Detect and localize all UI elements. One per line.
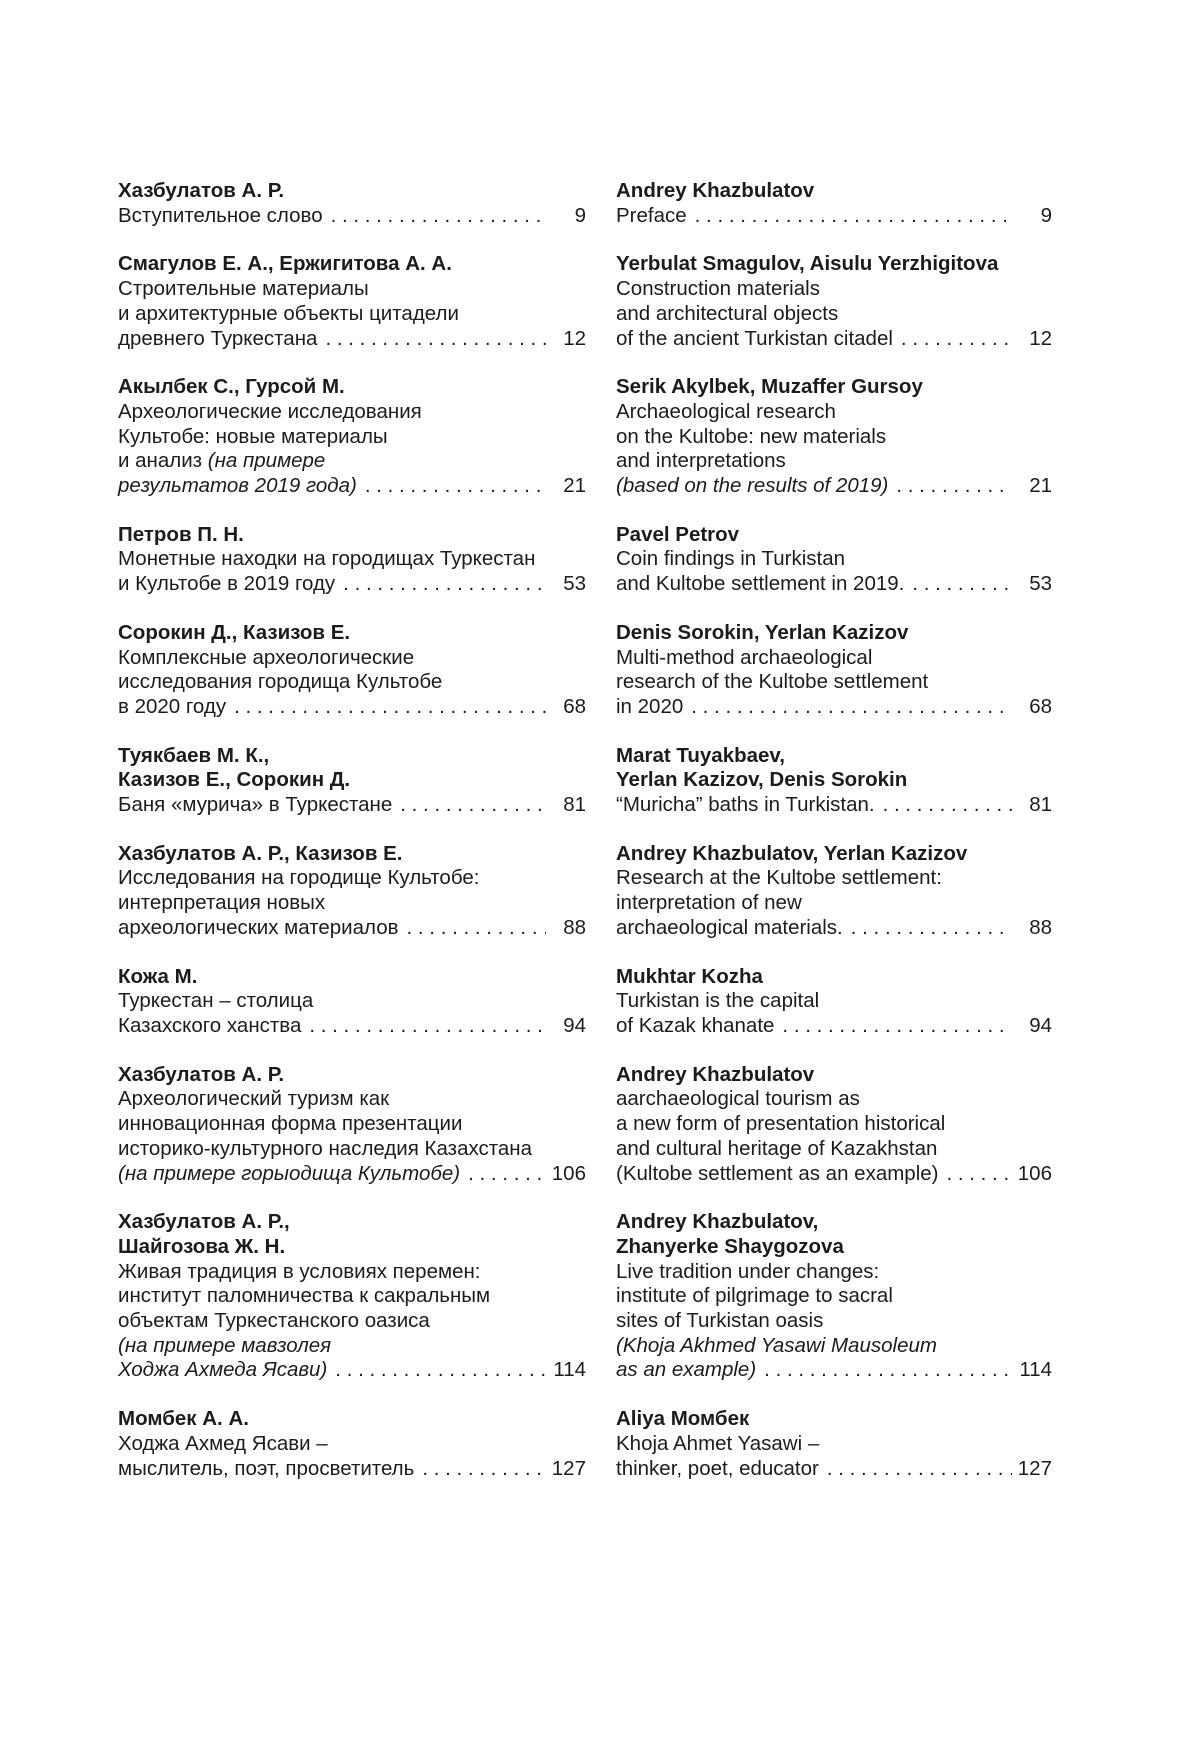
toc-entry-page-number: 12 (563, 326, 586, 350)
toc-entry-leader-line[interactable] (118, 572, 586, 597)
toc-entry-page-number: 81 (1029, 793, 1052, 817)
toc-entry-title-line: Turkistan is the capital (616, 989, 820, 1013)
toc-entry-title-last-line: of the ancient Turkistan citadel (616, 326, 893, 350)
toc-entry-title-italic-part: (на примере (202, 449, 326, 473)
toc-entry-title-line: and interpretations (616, 449, 786, 473)
toc-entry-author: Хазбулатов А. Р. (118, 179, 285, 202)
toc-entry (118, 1063, 586, 1187)
toc-entry-title-line: institute of pilgrimage to sacral (616, 1284, 893, 1308)
toc-entry-leader-line[interactable] (118, 1014, 586, 1039)
toc-entry (118, 375, 586, 499)
toc-entry-title-last-line: Вступительное слово (118, 203, 323, 227)
toc-entry-author: Andrey Khazbulatov, Yerlan Kazizov (616, 841, 968, 865)
dot-leader (335, 1358, 546, 1383)
toc-entry (118, 1407, 586, 1481)
toc-entry-title-last-line: Казахского ханства (118, 1013, 302, 1037)
toc-column-russian (118, 179, 586, 1505)
toc-entry-title-line: Монетные находки на городищах Туркестан (118, 547, 536, 571)
toc-entry-author: Denis Sorokin, Yerlan Kazizov (616, 620, 909, 644)
toc-entry-author: Акылбек С., Гурсой М. (118, 375, 345, 399)
toc-entry-leader-line[interactable] (118, 204, 586, 229)
toc-entry-title-line: Multi-method archaeological (616, 645, 873, 669)
toc-entry-title-line: институт паломничества к сакральным (118, 1284, 491, 1308)
toc-entry-page-number: 88 (1029, 915, 1052, 939)
toc-entry-title-line: aarchaeological tourism as (616, 1087, 860, 1111)
toc-entry-author: Mukhtar Kozha (616, 964, 763, 988)
dot-leader (896, 474, 1012, 499)
toc-entry (616, 1210, 1052, 1383)
dot-leader (946, 1162, 1011, 1187)
toc-entry-title-line: Archaeological research (616, 399, 836, 423)
toc-entry (616, 965, 1052, 1039)
toc-entry-title-last-line: мыслитель, поэт, просветитель (118, 1456, 415, 1480)
toc-entry-page-number: 21 (563, 474, 586, 498)
toc-entry-title-last-line: of Kazak khanate (616, 1013, 775, 1037)
toc-entry-title-last-line: древнего Туркестана (118, 326, 318, 350)
toc-entry-title-last-line: “Muricha” baths in Turkistan. (616, 793, 875, 817)
dot-leader (851, 916, 1012, 941)
toc-entry-title-line: Live tradition under changes: (616, 1259, 880, 1283)
toc-entry-leader-line[interactable] (616, 327, 1052, 352)
toc-entry (616, 744, 1052, 818)
toc-entry-leader-line[interactable] (616, 1162, 1052, 1187)
toc-column-english (616, 179, 1052, 1505)
toc-entry-title-last-line: Preface (616, 203, 687, 227)
dot-leader (764, 1358, 1012, 1383)
toc-entry (118, 523, 586, 597)
toc-entry-page-number: 114 (553, 1358, 586, 1382)
toc-entry (118, 744, 586, 818)
toc-entry-title-last-line: archaeological materials. (616, 915, 843, 939)
dot-leader (309, 1014, 546, 1039)
toc-entry (118, 252, 586, 351)
toc-entry-title-line: interpretation of new (616, 891, 802, 915)
toc-entry-title-line: (на примере мавзолея (118, 1333, 332, 1357)
toc-entry (118, 621, 586, 720)
toc-entry-author: Zhanyerke Shaygozova (616, 1234, 844, 1258)
toc-entry-author: Сорокин Д., Казизов Е. (118, 620, 351, 644)
toc-entry-title-last-line: Баня «мурича» в Туркестане (118, 793, 393, 817)
toc-entry-title-line: Археологические исследования (118, 399, 422, 423)
toc-entry-leader-line[interactable] (616, 474, 1052, 499)
toc-entry-title-line: Строительные материалы (118, 277, 369, 301)
toc-entry-page-number: 81 (563, 793, 586, 817)
toc-entry-author: Andrey Khazbulatov (616, 179, 815, 202)
dot-leader (782, 1014, 1012, 1039)
toc-entry-author: Момбек А. А. (118, 1407, 249, 1431)
toc-entry (118, 1210, 586, 1383)
toc-entry-author: Смагулов Е. А., Ержигитова А. А. (118, 252, 452, 276)
toc-entry-leader-line[interactable] (118, 695, 586, 720)
toc-entry-title-line: (Khoja Akhmed Yasawi Mausoleum (616, 1333, 937, 1357)
toc-entry (616, 179, 1052, 228)
dot-leader (901, 327, 1012, 352)
toc-entry-page-number: 53 (563, 572, 586, 596)
toc-entry (118, 179, 586, 228)
toc-entry-title-last-line: (Kultobe settlement as an example) (616, 1161, 939, 1185)
toc-entry-title-line: и анализ (на примере (118, 449, 326, 473)
dot-leader (468, 1162, 546, 1187)
toc-entry-title-line: интерпретация новых (118, 891, 326, 915)
toc-entry-title-line: Археологический туризм как (118, 1087, 390, 1111)
dot-leader (691, 695, 1012, 720)
dot-leader (912, 572, 1012, 597)
toc-entry-title-last-line: (based on the results of 2019) (616, 474, 889, 498)
toc-entry-author: Хазбулатов А. Р. (118, 1062, 285, 1086)
toc-entry-title-last-line: результатов 2019 года) (118, 474, 357, 498)
toc-entry-leader-line[interactable] (616, 695, 1052, 720)
toc-entry-leader-line[interactable] (616, 1014, 1052, 1039)
toc-entry-title-line: and architectural objects (616, 301, 839, 325)
dot-leader (695, 204, 1012, 229)
toc-entry-title-last-line: and Kultobe settlement in 2019. (616, 572, 905, 596)
toc-entry-author: Хазбулатов А. Р., (118, 1210, 290, 1234)
toc-entry-author: Туякбаев М. К., (118, 743, 270, 767)
toc-entry-author: Marat Tuyakbaev, (616, 743, 786, 767)
toc-entry-author: Хазбулатов А. Р., Казизов Е. (118, 841, 403, 865)
toc-entry (616, 375, 1052, 499)
toc-entry-title-line: исследования городища Культобе (118, 670, 443, 694)
toc-entry-leader-line[interactable] (118, 916, 586, 941)
toc-entry (616, 1063, 1052, 1187)
dot-leader (331, 204, 546, 229)
toc-entry (118, 842, 586, 941)
toc-entry-title-line: Research at the Kultobe settlement: (616, 866, 942, 890)
toc-entry-title-last-line: thinker, poet, educator (616, 1456, 819, 1480)
toc-entry-page-number: 53 (1029, 572, 1052, 596)
toc-entry-title-last-line: и Культобе в 2019 году (118, 572, 336, 596)
toc-entry-title-line: Khoja Ahmet Yasawi – (616, 1431, 820, 1455)
dot-leader (343, 572, 546, 597)
toc-entry-leader-line[interactable] (616, 572, 1052, 597)
toc-entry-leader-line[interactable] (118, 1457, 586, 1482)
toc-entry-author: Казизов Е., Сорокин Д. (118, 768, 351, 792)
toc-entry-title-line: on the Kultobe: new materials (616, 424, 887, 448)
toc-entry-leader-line[interactable] (616, 1457, 1052, 1482)
dot-leader (400, 793, 546, 818)
toc-entry-author: Шайгозова Ж. Н. (118, 1234, 286, 1258)
dot-leader (325, 327, 546, 352)
toc-entry-leader-line[interactable] (118, 474, 586, 499)
toc-entry-title-line: sites of Turkistan oasis (616, 1309, 824, 1333)
toc-entry-author: Кожа М. (118, 964, 198, 988)
toc-entry-title-line: Construction materials (616, 277, 820, 301)
toc-entry-page-number: 68 (563, 694, 586, 718)
toc-entry-title-last-line: (на примере горыодища Культобе) (118, 1161, 461, 1185)
toc-entry-author: Andrey Khazbulatov (616, 1062, 815, 1086)
toc-entry (616, 523, 1052, 597)
toc-entry (616, 842, 1052, 941)
toc-entry-leader-line[interactable] (616, 1358, 1052, 1383)
toc-entry-leader-line[interactable] (118, 1162, 586, 1187)
toc-entry-title-line: объектам Туркестанского оазиса (118, 1309, 430, 1333)
toc-entry (616, 252, 1052, 351)
toc-entry-page-number: 21 (1029, 474, 1052, 498)
toc-entry-leader-line[interactable] (616, 916, 1052, 941)
toc-entry-page-number: 127 (551, 1456, 586, 1480)
toc-entry-page-number: 94 (1029, 1013, 1052, 1037)
toc-entry-page-number: 12 (1029, 326, 1052, 350)
toc-entry-leader-line[interactable] (616, 793, 1052, 818)
toc-entry-page-number: 106 (1017, 1161, 1052, 1185)
toc-entry (616, 1407, 1052, 1481)
toc-entry-leader-line[interactable] (118, 793, 586, 818)
toc-entry-title-line: Ходжа Ахмед Ясави – (118, 1431, 328, 1455)
toc-entry-title-line: Живая традиция в условиях перемен: (118, 1259, 481, 1283)
dot-leader (234, 695, 546, 720)
toc-entry (616, 621, 1052, 720)
toc-entry-title-line: a new form of presentation historical (616, 1112, 946, 1136)
toc-entry-title-last-line: Ходжа Ахмеда Ясави) (118, 1358, 328, 1382)
toc-entry-author: Петров П. Н. (118, 522, 244, 546)
toc-entry-title-line: и архитектурные объекты цитадели (118, 301, 459, 325)
dot-leader (407, 916, 546, 941)
toc-entry-title-last-line: археологических материалов (118, 915, 399, 939)
toc-entry-page-number: 106 (551, 1161, 586, 1185)
toc-entry-page-number: 88 (563, 915, 586, 939)
toc-entry-title-last-line: in 2020 (616, 694, 684, 718)
toc-entry-title-line: инновационная форма презентации (118, 1112, 463, 1136)
toc-entry-page-number: 127 (1017, 1456, 1052, 1480)
toc-entry-author: Aliya Момбек (616, 1407, 750, 1431)
toc-entry-leader-line[interactable] (616, 204, 1052, 229)
toc-entry-author: Serik Akylbek, Muzaffer Gursoy (616, 375, 923, 399)
toc-entry-leader-line[interactable] (118, 1358, 586, 1383)
dot-leader (365, 474, 546, 499)
toc-entry-page-number: 114 (1019, 1358, 1052, 1382)
toc-entry-author: Pavel Petrov (616, 522, 740, 546)
toc-entry-title-last-line: as an example) (616, 1358, 757, 1382)
dot-leader (827, 1457, 1012, 1482)
toc-entry-title-line: and cultural heritage of Kazakhstan (616, 1136, 938, 1160)
toc-entry-page-number: 68 (1029, 694, 1052, 718)
toc-entry-title-line: research of the Kultobe settlement (616, 670, 929, 694)
toc-entry-title-line: историко-культурного наследия Казахстана (118, 1136, 533, 1160)
toc-entry-leader-line[interactable] (118, 327, 586, 352)
toc-entry-title-last-line: в 2020 году (118, 694, 227, 718)
toc-entry-author: Andrey Khazbulatov, (616, 1210, 819, 1234)
toc-entry-title-line: Комплексные археологические (118, 645, 415, 669)
toc-entry-author: Yerlan Kazizov, Denis Sorokin (616, 768, 908, 792)
toc-entry-title-line: Культобе: новые материалы (118, 424, 388, 448)
toc-entry-page-number: 94 (563, 1013, 586, 1037)
toc-entry-page-number: 9 (574, 203, 586, 227)
dot-leader (422, 1457, 545, 1482)
toc-entry (118, 965, 586, 1039)
toc-entry-title-line: Исследования на городище Культобе: (118, 866, 480, 890)
dot-leader (883, 793, 1012, 818)
toc-entry-title-line: Coin findings in Turkistan (616, 547, 846, 571)
toc-entry-page-number: 9 (1040, 203, 1052, 227)
toc-entry-title-line: Туркестан – столица (118, 989, 314, 1013)
toc-entry-author: Yerbulat Smagulov, Aisulu Yerzhigitova (616, 252, 999, 276)
